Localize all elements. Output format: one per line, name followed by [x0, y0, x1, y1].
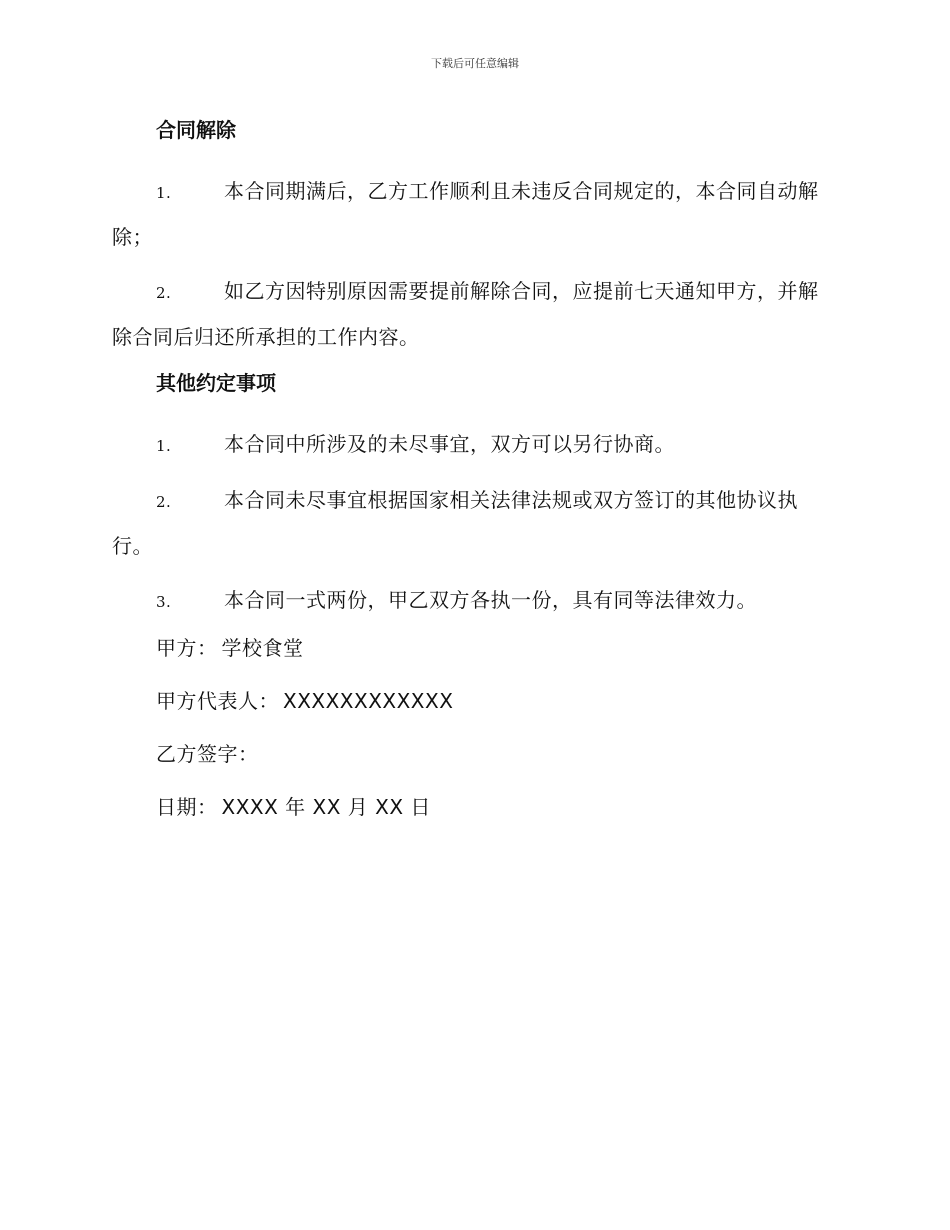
item-text: 本合同未尽事宜根据国家相关法律法规或双方签订的其他协议执行。: [112, 488, 798, 558]
item-number: 1.: [156, 184, 172, 202]
date-line: [156, 793, 832, 821]
section-title-other-terms: 其他约定事项: [156, 371, 276, 395]
party-a-line: [156, 634, 832, 662]
party-b-label: 乙方签字：: [156, 742, 259, 766]
item-text: 本合同一式两份，甲乙双方各执一份，具有同等法律效力。: [224, 588, 757, 612]
party-a-value: 学校食堂: [221, 636, 304, 660]
party-a-rep-label: 甲方代表人：: [156, 689, 279, 713]
party-a-rep-value: XXXXXXXXXXXX: [283, 689, 454, 713]
list-item: [112, 169, 832, 259]
date-label: 日期：: [156, 795, 218, 819]
party-a-label: 甲方：: [156, 636, 218, 660]
item-number: 2.: [156, 493, 172, 511]
list-item: [112, 269, 832, 359]
item-number: 3.: [156, 593, 172, 611]
item-text: 本合同中所涉及的未尽事宜，双方可以另行协商。: [224, 432, 675, 456]
item-text: 如乙方因特别原因需要提前解除合同，应提前七天通知甲方，并解除合同后归还所承担的工作内容。: [112, 279, 819, 349]
document-body: [112, 116, 832, 846]
item-number: 2.: [156, 284, 172, 302]
party-a-rep-line: [156, 687, 832, 715]
header-note: 下载后可任意编辑: [431, 57, 519, 70]
list-item: [112, 478, 832, 568]
list-item: [112, 422, 832, 468]
date-value: XXXX 年 XX 月 XX 日: [221, 795, 431, 819]
section-title-termination: 合同解除: [156, 118, 236, 142]
party-b-signature-line: [156, 740, 832, 768]
item-text: 本合同期满后，乙方工作顺利且未违反合同规定的，本合同自动解除；: [112, 179, 819, 249]
item-number: 1.: [156, 437, 172, 455]
list-item: [112, 578, 832, 624]
